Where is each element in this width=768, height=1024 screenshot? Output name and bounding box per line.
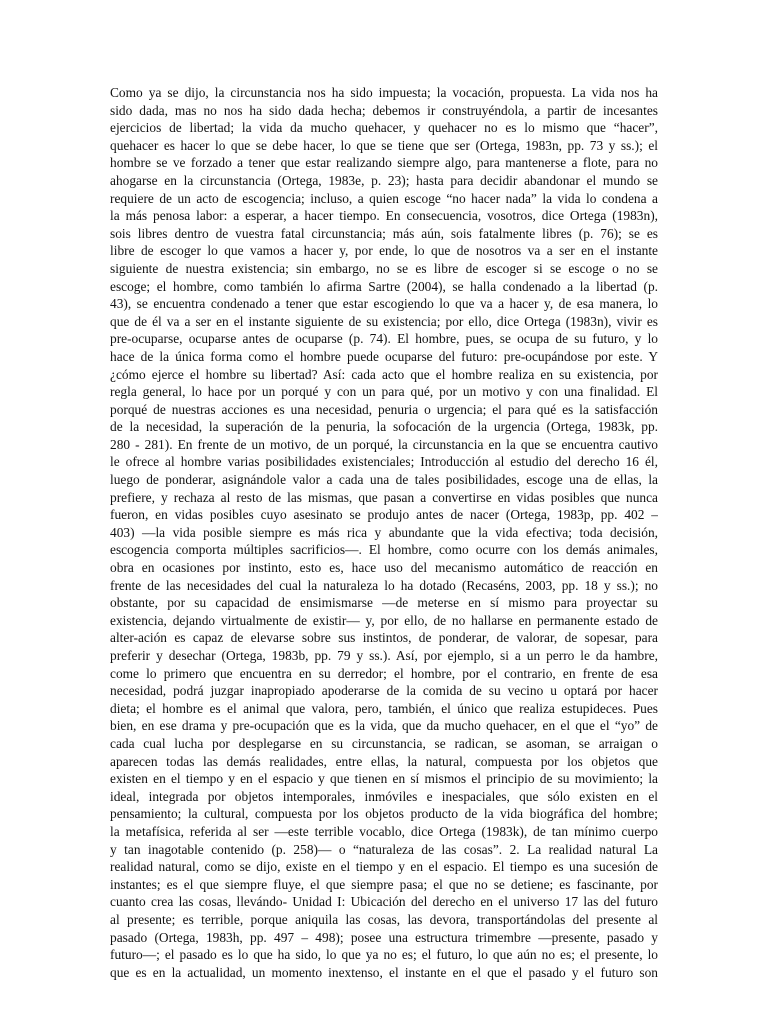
text-line: escoge; el hombre, como también lo afirma Sartre (2004), se halla condenado a la libertad (p. [110,278,658,294]
text-line: futuro—; el pasado es lo que ha sido, lo que ya no es; el futuro, lo que aún no es; el presente, lo [110,947,658,963]
text-line: frente de las necesidades del cual la naturaleza lo ha dotado (Recaséns, 2003, pp. 18 y ss.); no [110,577,658,593]
text-line: realidad natural, como se dijo, existe en el tiempo y en el espacio. El tiempo es una sucesión de [110,859,658,875]
text-line: come lo primero que encuentra en su derredor; el hombre, por el contrario, en frente de esa [110,665,658,681]
text-line: instantes; es el que siempre fluye, el que siempre pasa; el que no se detiene; es fascinante, por [110,876,658,892]
text-line: al presente; es terrible, porque aniquila las cosas, las devora, transportándolas del presente al [110,911,658,927]
text-line: necesidad, podrá juzgar inapropiado apoderarse de la comida de su vecino u optará por hacer [110,683,658,699]
body-paragraph [110,84,658,981]
text-line: que de él va a ser en el instante siguiente de su existencia; por ello, dice Ortega (1983n), vivir es [110,313,658,329]
text-line: 280 - 281). En frente de un motivo, de un porqué, la circunstancia en la que se encuentra cautivo [110,436,658,452]
text-line: le ofrece al hombre varias posibilidades existenciales; Introducción al estudio del derecho 16 él, [110,454,658,470]
text-line: ideal, integrada por objetos intemporales, inmóviles e inespaciales, que sólo existen en el [110,788,658,804]
text-line: existencia, dejando virtualmente de existir— y, por ello, de no hallarse en permanente estado de [110,612,658,628]
text-line: bien, en ese drama y pre-ocupación que es la vida, que da mucho quehacer, en el que el “yo” de [110,718,658,734]
text-line: pensamiento; la cultural, compuesta por los objetos producto de la vida biográfica del hombre; [110,806,658,822]
text-line: libre de escoger lo que vamos a hacer y, por ende, lo que de nosotros va a ser en el instante [110,243,658,259]
text-line: existen en el tiempo y en el espacio y que tienen en sí mismos el principio de su movimiento; la [110,771,658,787]
text-line: hace de la única forma como el hombre puede ocuparse del futuro: pre-ocupándose por este. Y [110,348,658,364]
text-line: ¿cómo ejerce el hombre su libertad? Así: cada acto que el hombre realiza en su existencia, por [110,366,658,382]
text-line: 43), se encuentra condenado a tener que estar escogiendo lo que va a hacer y, de esa manera, lo [110,296,658,312]
text-line: sido dada, mas no nos ha sido dada hecha; debemos ir construyéndola, a partir de incesantes [110,102,658,118]
text-line: requiere de un acto de escogencia; incluso, a quien escoge “no hacer nada” la vida lo condena a [110,190,658,206]
text-line: escogencia comporta múltiples sacrificios—. El hombre, como ocurre con los demás animales, [110,542,658,558]
text-line: regla general, lo hace por un porqué y con un para qué, por un motivo y con una finalidad. El [110,384,658,400]
text-line: de la necesidad, la superación de la penuria, la sofocación de la urgencia (Ortega, 1983k, pp. [110,419,658,435]
text-line: ahogarse en la circunstancia (Ortega, 1983e, p. 23); hasta para decidir abandonar el mundo se [110,172,658,188]
text-line: porqué de nuestras acciones es una necesidad, penuria o urgencia; el para qué es la satisfacción [110,401,658,417]
text-line: cuanto crea las cosas, llevándo- Unidad I: Ubicación del derecho en el universo 17 las del futuro [110,894,658,910]
text-line: obra en ocasiones por instinto, esto es, hace uso del mecanismo automático de reacción en [110,560,658,576]
text-line: alter-ación es capaz de elevarse sobre sus instintos, de ponderar, de valorar, de sopesar, para [110,630,658,646]
text-line: fueron, en vidas posibles cuyo asesinato se produjo antes de nacer (Ortega, 1983p, pp. 402 – [110,507,658,523]
text-line: luego de ponderar, asignándole valor a cada una de tales posibilidades, escoge una de ellas, la [110,472,658,488]
text-line: dieta; el hombre es el animal que valora, pero, también, el único que realiza estupideces. Pues [110,700,658,716]
text-line: que es en la actualidad, un momento inextenso, el instante en el que el pasado y el futuro son [110,964,658,980]
text-line: 403) —la vida posible siempre es más rica y abundante que la vida efectiva; toda decisión, [110,524,658,540]
text-line: aparecen todas las demás realidades, entre ellas, la natural, compuesta por los objetos que [110,753,658,769]
text-line: Como ya se dijo, la circunstancia nos ha sido impuesta; la vocación, propuesta. La vida nos ha [110,85,658,100]
text-line: siguiente de nuestra existencia; sin embargo, no se es libre de escoger si se escoge o no se [110,260,658,276]
text-line: preferir y desechar (Ortega, 1983b, pp. 79 y ss.). Así, por ejemplo, si a un perro le da hambre, [110,648,658,663]
text-line: pre-ocuparse, ocuparse antes de ocuparse (p. 74). El hombre, pues, se ocupa de su futuro, y lo [110,331,658,347]
text-line: la más penosa labor: a esperar, a hacer tiempo. En consecuencia, vosotros, dice Ortega (1983n), [110,208,658,224]
text-line: sois libres dentro de vuestra fatal circunstancia; más aún, sois fatalmente libres (p. 76); se es [110,225,658,241]
text-line: hombre se ve forzado a tener que estar realizando siempre algo, para mantenerse a flote, para no [110,155,658,171]
text-line: cada cual lucha por desplegarse en su circunstancia, se radican, se asoman, se arraigan o [110,735,658,751]
text-line: quehacer es hacer lo que se debe hacer, lo que se tiene que ser (Ortega, 1983n, pp. 73 y ss.); el [110,137,658,153]
text-line: pasado (Ortega, 1983h, pp. 497 – 498); posee una estructura trimembre —presente, pasado y [110,929,658,945]
text-line: obstante, por su capacidad de ensimismarse —de meterse en sí mismo para proyectar su [110,595,658,611]
text-line: y tan inagotable contenido (p. 258)— o “naturaleza de las cosas”. 2. La realidad natural La [110,841,658,857]
text-line: prefiere, y rechaza al resto de las mismas, que pasan a convertirse en vidas posibles que nunca [110,489,658,505]
text-line: la metafísica, referida al ser —este terrible vocablo, dice Ortega (1983k), de tan mínimo cuerpo [110,823,658,839]
text-line: ejercicios de libertad; la vida da mucho quehacer, y quehacer no es lo mismo que “hacer”, [110,120,658,136]
